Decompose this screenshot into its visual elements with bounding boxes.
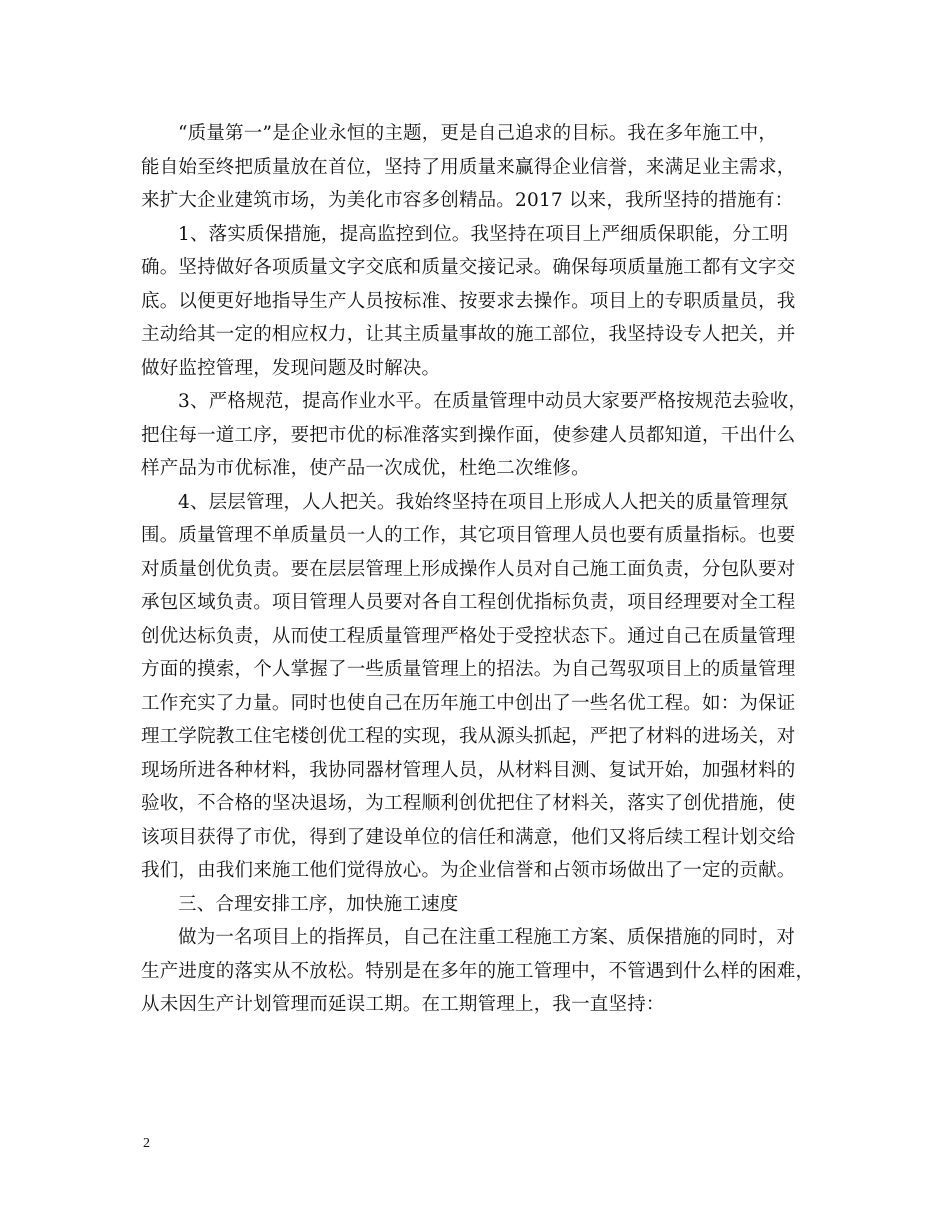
section-heading: 三、合理安排工序，加快施工速度 [178,893,459,915]
paragraph-line: 围。质量管理不单质量员一人的工作，其它项目管理人员也要有质量指标。也要 [141,525,796,546]
paragraph-line: 我们，由我们来施工他们觉得放心。为企业信誉和占领市场做出了一定的贡献。 [141,860,796,881]
page-number: 2 [143,1136,150,1151]
paragraph-line: 现场所进各种材料，我协同器材管理人员，从材料目测、复试开始，加强材料的 [141,759,796,781]
body-text [141,117,813,1022]
paragraph-line: 从未因生产计划管理而延误工期。在工期管理上，我一直坚持： [141,994,665,1015]
paragraph-line: 做好监控管理，发现问题及时解决。 [141,357,441,379]
paragraph-line: 工作充实了力量。同时也使自己在历年施工中创出了一些名优工程。如：为保证 [141,692,796,714]
paragraph-line: 生产进度的落实从不放松。特别是在多年的施工管理中，不管遇到什么样的困难， [141,960,815,982]
paragraph-line: “质量第一”是企业永恒的主题，更是自己追求的目标。我在多年施工中， [178,123,778,144]
paragraph-line: 创优达标负责，从而使工程质量管理严格处于受控状态下。通过自己在质量管理 [141,625,796,647]
paragraph-line: 该项目获得了市优，得到了建设单位的信任和满意，他们又将后续工程计划交给 [141,826,796,848]
paragraph-line: 确。坚持做好各项质量文字交底和质量交接记录。确保每项质量施工都有文字交 [141,257,796,278]
paragraph-line: 4、层层管理，人人把关。我始终坚持在项目上形成人人把关的质量管理氛 [178,491,789,513]
paragraph-line: 理工学院教工住宅楼创优工程的实现，我从源头抓起，严把了材料的进场关，对 [141,726,796,747]
paragraph-line: 方面的摸索，个人掌握了一些质量管理上的招法。为自己驾驭项目上的质量管理 [141,659,796,680]
paragraph-line: 1、落实质保措施，提高监控到位。我坚持在项目上严细质保职能，分工明 [178,223,789,245]
paragraph-line: 主动给其一定的相应权力，让其主质量事故的施工部位，我坚持设专人把关，并 [141,324,796,345]
paragraph-line: 对质量创优负责。要在层层管理上形成操作人员对自己施工面负责，分包队要对 [141,558,796,580]
paragraph-line: 承包区域负责。项目管理人员要对各自工程创优指标负责，项目经理要对全工程 [141,592,796,613]
paragraph-line: 3、严格规范，提高作业水平。在质量管理中动员大家要严格按规范去验收， [178,391,808,412]
paragraph-line: 验收，不合格的坚决退场，为工程顺利创优把住了材料关，落实了创优措施，使 [141,793,796,814]
paragraph-line: 做为一名项目上的指挥员，自己在注重工程施工方案、质保措施的同时，对 [178,927,796,948]
paragraph-line: 能自始至终把质量放在首位，坚持了用质量来赢得企业信誉，来满足业主需求， [141,156,796,178]
paragraph-line: 来扩大企业建筑市场，为美化市容多创精品。2017 以来，我所坚持的措施有： [141,190,794,211]
paragraph-line: 样产品为市优标准，使产品一次成优，杜绝二次维修。 [141,458,590,479]
paragraph-line: 底。以便更好地指导生产人员按标准、按要求去操作。项目上的专职质量员，我 [141,290,796,312]
paragraph-line: 把住每一道工序，要把市优的标准落实到操作面，使参建人员都知道，干出什么 [141,424,796,446]
